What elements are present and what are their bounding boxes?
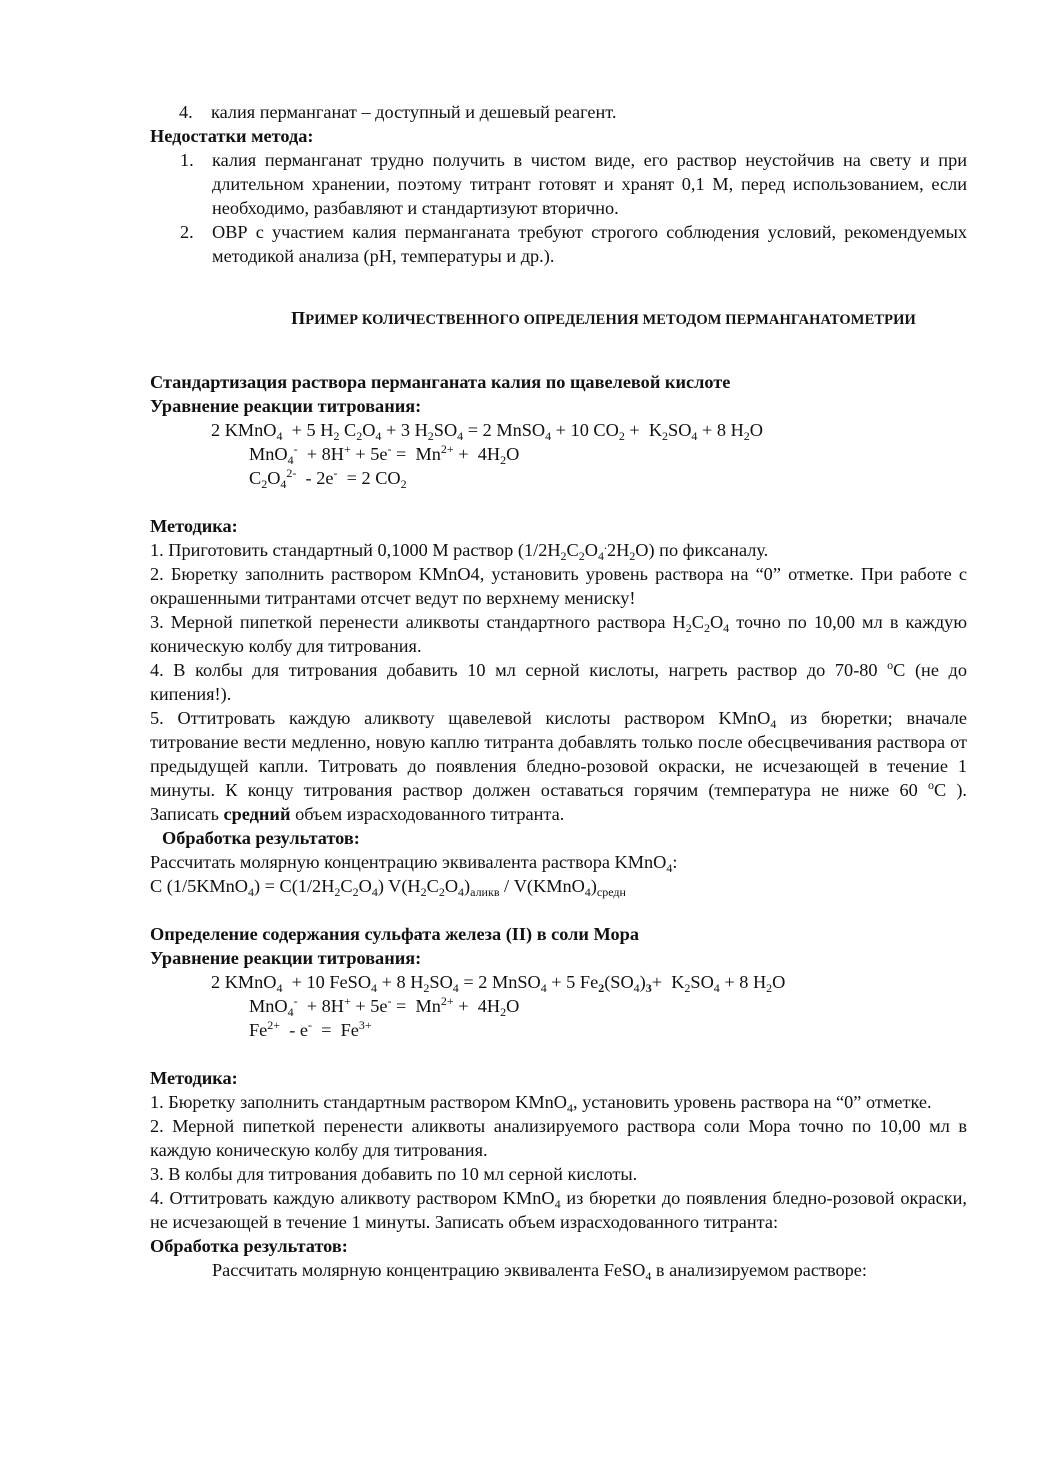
list-number: 1. [180, 150, 194, 170]
method-step: 2. Бюретку заполнить раствором KMnO4, установить уровень раствора на “0” отметке. При работе с окрашенными титрантами отсчет ведут по верхнему мениску! [150, 564, 967, 608]
half-reaction: $Fe^{2+} - e^- = Fe^{3+}$ [249, 1018, 372, 1040]
drawbacks-heading: Недостатки метода: [150, 126, 314, 146]
method-step: 5. Оттитровать каждую аликвоту щавелевой кислоты раствором KMnO$_4$ из бюретки; вначале титрование вести медленно, новую каплю титранта добавлять только после обесцвечивания раствора от предыдущей капли. Титровать до появления бледно-розовой окраски, не исчезающей в течение 1 минуты. К концу титрования раствор должен оставаться горячим (температура не ниже 60 $^o$С ). Записать средний объем израсходованного титранта. [150, 708, 967, 824]
methodology-heading: Методика: [150, 1068, 238, 1088]
processing-heading: Обработка результатов: [162, 828, 360, 848]
method-step: 3. В колбы для титрования добавить по 10 мл серной кислоты. [150, 1164, 638, 1184]
methodology-heading: Методика: [150, 516, 238, 536]
method-step: 3. Мерной пипеткой перенести аликвоты стандартного раствора $H_2C_2O_4$ точно по 10,00 мл в каждую коническую колбу для титрования. [150, 612, 967, 656]
list-item [150, 100, 967, 124]
half-reaction: $C_2O_4^{2-} - 2e^- = 2$ $CO_2$ [249, 466, 407, 491]
standardization-heading: Стандартизация раствора перманганата калия по щавелевой кислоте [150, 372, 731, 392]
list-item [150, 148, 967, 220]
method-step: 2. Мерной пипеткой перенести аликвоты анализируемого раствора соли Мора точно по 10,00 мл в каждую коническую колбу для титрования. [150, 1116, 967, 1160]
list-item [150, 220, 967, 268]
reaction-equation: 2 KMnO$_4$ + 5 $H_2$ $C_2O_4 + 3$ $H_2SO_4 = 2$ MnSO$_4$ + 10 $CO_2 + K_2SO_4 + 8$ $H_2O$ [211, 420, 763, 443]
method-step: 4. В колбы для титрования добавить 10 мл серной кислоты, нагреть раствор до 70-80 $^o$С (не до кипения!). [150, 658, 967, 704]
section-title: ПРИМЕР КОЛИЧЕСТВЕННОГО ОПРЕДЕЛЕНИЯ МЕТОДОМ ПЕРМАНГАНАТОМЕТРИИ [291, 308, 916, 328]
page-content [150, 100, 967, 1282]
method-step: 4. Оттитровать каждую аликвоту раствором KMnO$_4$ из бюретки до появления бледно-розовой окраски, не исчезающей в течение 1 минуты. Записать объем израсходованного титранта: [150, 1188, 967, 1232]
processing-text: Рассчитать молярную концентрацию эквивалента FeSO$_4$ в анализируемом растворе: [212, 1260, 867, 1283]
list-number: 4. [179, 102, 193, 122]
list-text: калия перманганат трудно получить в чистом виде, его раствор неустойчив на свету и при длительном хранении, поэтому титрант готовят и хранят 0,1 М, перед использованием, если необходимо, разбавляют и стандартизуют вторично. [212, 150, 967, 218]
reaction-equation: 2 KMnO$_4$ + 10 FeSO$_4$ + 8 $H_2SO_4 = 2$ MnSO$_4$ + 5 $Fe_2(SO_4)_3+ K_2SO_4 + 8$ $H_2O$ [211, 972, 786, 995]
list-text: ОВР с участием калия перманганата требуют строгого соблюдения условий, рекомендуемых методикой анализа (рН, температуры и др.). [212, 222, 967, 266]
equation-heading: Уравнение реакции титрования: [150, 948, 422, 968]
mohr-heading: Определение содержания сульфата железа (II) в соли Мора [150, 924, 639, 944]
equation-heading: Уравнение реакции титрования: [150, 396, 422, 416]
half-reaction: $MnO_4^- + 8H^+ + 5e^- = Mn^{2+} + 4H_2O$ [249, 442, 520, 467]
method-step: 1. Приготовить стандартный 0,1000 М раствор $(1/2H_2C_2O_4^.2H_2O)$ по фиксаналу. [150, 538, 769, 563]
half-reaction: $MnO_4^- + 8H^+ + 5e^- = Mn^{2+} + 4H_2O$ [249, 994, 520, 1019]
list-number: 2. [180, 222, 194, 242]
list-text: калия перманганат – доступный и дешевый реагент. [211, 102, 617, 122]
concentration-formula: C (1/5KMnO$_4$) = $C(1/2H_2C_2O_4)$ $V(H_2C_2O_4)_{аликв}$ / $V(KMnO_4)_{средн}$ [150, 876, 626, 899]
method-step: 1. Бюретку заполнить стандартным раствором KMnO$_4$, установить уровень раствора на “0” отметке. [150, 1092, 932, 1115]
processing-heading: Обработка результатов: [150, 1236, 348, 1256]
processing-text: Рассчитать молярную концентрацию эквивалента раствора KMnO$_4$: [150, 852, 678, 875]
